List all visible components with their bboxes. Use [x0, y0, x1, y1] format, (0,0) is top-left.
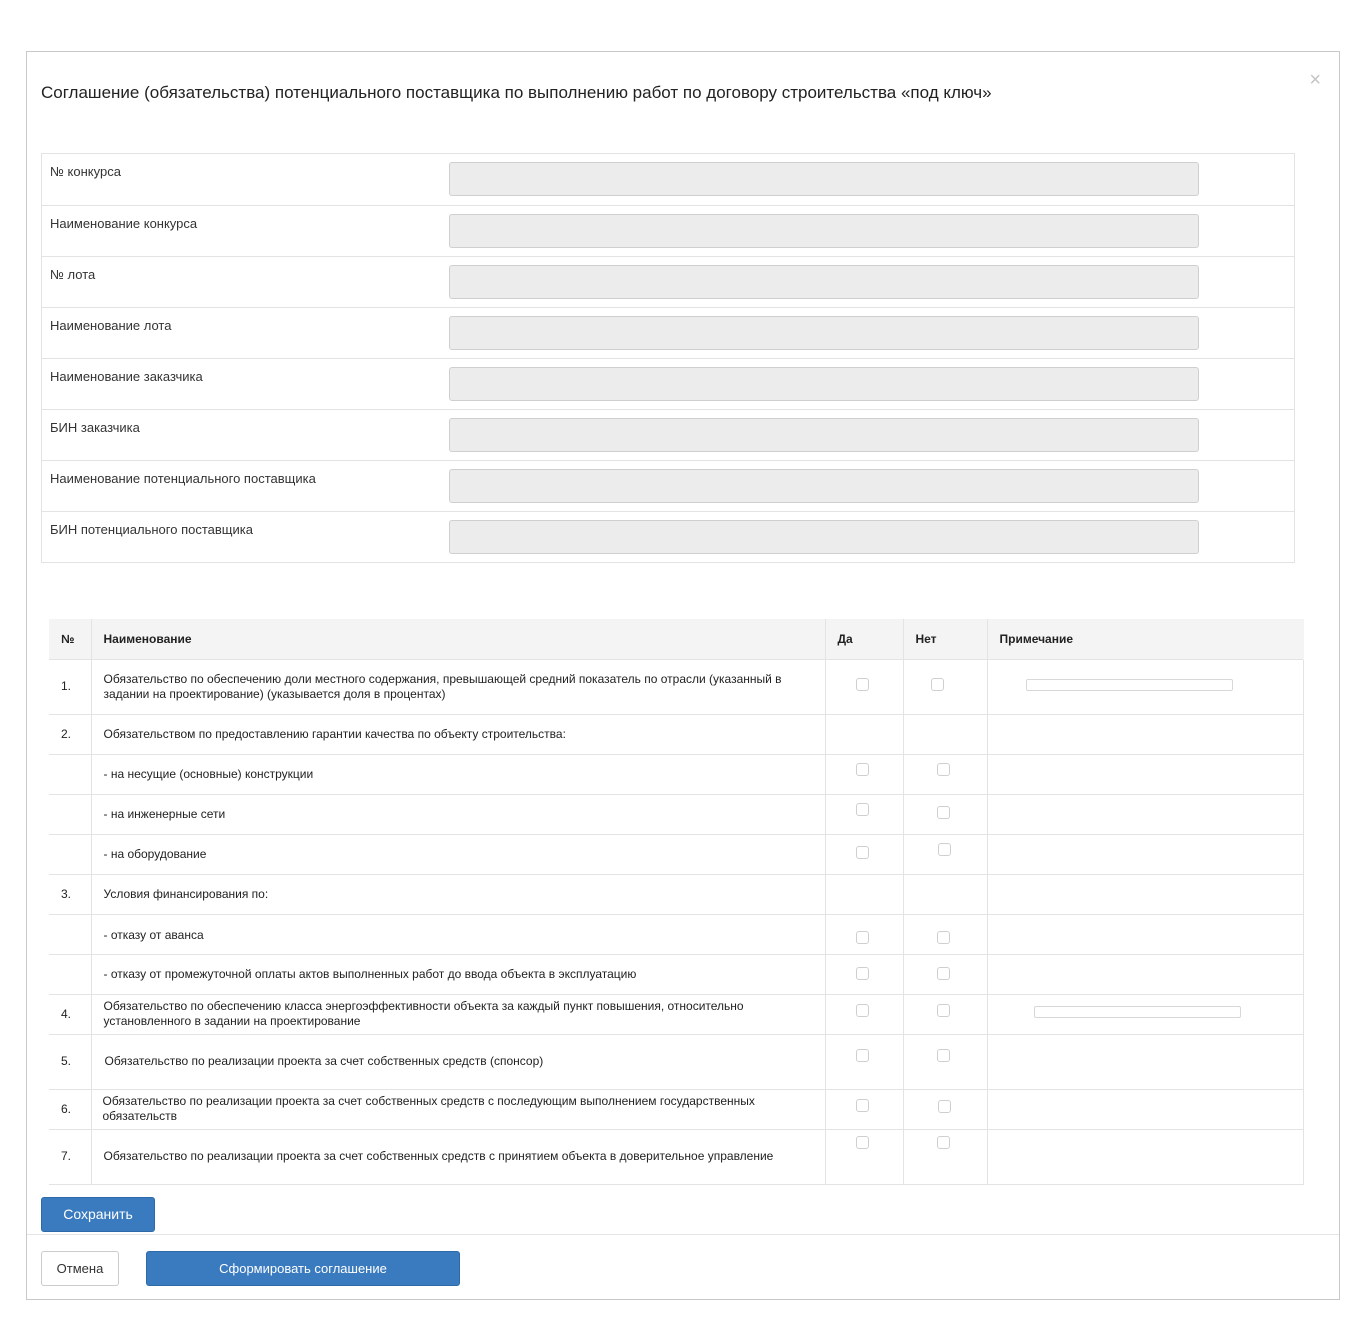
no-checkbox[interactable] — [931, 678, 944, 691]
table-row — [49, 954, 1303, 994]
supplier-name-field — [449, 469, 1199, 503]
note-input[interactable] — [1034, 1006, 1241, 1018]
table-row — [49, 714, 1303, 754]
yes-checkbox[interactable] — [856, 1136, 869, 1149]
info-row-customer-name — [42, 358, 1294, 409]
header-no: Нет — [903, 619, 987, 659]
close-icon[interactable]: × — [1309, 69, 1321, 91]
header-num: № — [49, 619, 91, 659]
contest-name-field — [449, 214, 1199, 248]
row-name: Обязательством по предоставлению гарантии качества по объекту строительства: — [91, 714, 825, 754]
yes-checkbox[interactable] — [856, 1099, 869, 1112]
row-name: Обязательство по реализации проекта за счет собственных средств с последующим выполнением государственных обязательств — [91, 1089, 825, 1129]
table-row — [49, 994, 1303, 1034]
row-num — [49, 834, 91, 874]
customer-name-field — [449, 367, 1199, 401]
info-fields-table — [41, 153, 1295, 563]
no-checkbox[interactable] — [938, 843, 951, 856]
table-row — [49, 1129, 1303, 1184]
table-row — [49, 1034, 1303, 1089]
row-name: Обязательство по реализации проекта за счет собственных средств (спонсор) — [91, 1034, 825, 1089]
row-num: 5. — [49, 1034, 91, 1089]
row-name: Обязательство по обеспечению доли местного содержания, превышающей средний показатель по отрасли (указанный в задании на проектирование) (указывается доля в процентах) — [91, 659, 825, 714]
yes-checkbox[interactable] — [856, 846, 869, 859]
header-name: Наименование — [91, 619, 825, 659]
row-num: 6. — [49, 1089, 91, 1129]
row-name: - на инженерные сети — [91, 794, 825, 834]
no-checkbox[interactable] — [937, 1136, 950, 1149]
no-checkbox[interactable] — [937, 967, 950, 980]
info-row-contest-name — [42, 205, 1294, 256]
yes-checkbox[interactable] — [856, 1049, 869, 1062]
table-row — [49, 794, 1303, 834]
yes-checkbox[interactable] — [856, 803, 869, 816]
row-name: Условия финансирования по: — [91, 874, 825, 914]
info-row-contest-number — [42, 154, 1294, 205]
row-num: 1. — [49, 659, 91, 714]
row-num — [49, 794, 91, 834]
row-name: - на несущие (основные) конструкции — [91, 754, 825, 794]
lot-number-field — [449, 265, 1199, 299]
row-name: - отказу от промежуточной оплаты актов выполненных работ до ввода объекта в эксплуатацию — [91, 954, 825, 994]
info-row-lot-number — [42, 256, 1294, 307]
contest-number-field — [449, 162, 1199, 196]
row-num — [49, 914, 91, 954]
info-row-supplier-bin — [42, 511, 1294, 562]
yes-checkbox[interactable] — [856, 1004, 869, 1017]
no-checkbox[interactable] — [937, 763, 950, 776]
table-row — [49, 659, 1303, 714]
yes-checkbox[interactable] — [856, 763, 869, 776]
obligations-table — [49, 619, 1304, 1185]
no-checkbox[interactable] — [937, 1049, 950, 1062]
lot-name-label: Наименование лота — [50, 318, 172, 333]
footer-divider — [27, 1234, 1339, 1235]
row-num — [49, 754, 91, 794]
no-checkbox[interactable] — [937, 1004, 950, 1017]
row-num: 7. — [49, 1129, 91, 1184]
no-checkbox[interactable] — [937, 806, 950, 819]
contest-number-label: № конкурса — [50, 164, 121, 179]
row-num: 4. — [49, 994, 91, 1034]
row-name: - отказу от аванса — [91, 914, 825, 954]
supplier-name-label: Наименование потенциального поставщика — [50, 471, 316, 486]
table-row — [49, 914, 1303, 954]
info-row-lot-name — [42, 307, 1294, 358]
table-row — [49, 1089, 1303, 1129]
lot-name-field — [449, 316, 1199, 350]
table-header-row — [49, 619, 1303, 659]
table-row — [49, 874, 1303, 914]
customer-name-label: Наименование заказчика — [50, 369, 203, 384]
lot-number-label: № лота — [50, 267, 96, 282]
customer-bin-label: БИН заказчика — [50, 420, 140, 435]
generate-agreement-button[interactable]: Сформировать соглашение — [146, 1251, 460, 1286]
table-row — [49, 754, 1303, 794]
modal-title: Соглашение (обязательства) потенциального поставщика по выполнению работ по договору строительства «под ключ» — [41, 83, 992, 102]
row-num: 3. — [49, 874, 91, 914]
cancel-button[interactable]: Отмена — [41, 1251, 119, 1286]
save-button[interactable]: Сохранить — [41, 1197, 155, 1232]
note-input[interactable] — [1026, 679, 1233, 691]
supplier-bin-field — [449, 520, 1199, 554]
info-row-supplier-name — [42, 460, 1294, 511]
row-num — [49, 954, 91, 994]
header-note: Примечание — [987, 619, 1303, 659]
customer-bin-field — [449, 418, 1199, 452]
supplier-bin-label: БИН потенциального поставщика — [50, 522, 253, 537]
yes-checkbox[interactable] — [856, 967, 869, 980]
row-name: Обязательство по обеспечению класса энергоэффективности объекта за каждый пункт повышения, относительно установленного в задании на проектирование — [91, 994, 825, 1034]
info-row-customer-bin — [42, 409, 1294, 460]
no-checkbox[interactable] — [938, 1100, 951, 1113]
row-num: 2. — [49, 714, 91, 754]
table-row — [49, 834, 1303, 874]
row-name: Обязательство по реализации проекта за счет собственных средств с принятием объекта в доверительное управление — [91, 1129, 825, 1184]
row-name: - на оборудование — [91, 834, 825, 874]
no-checkbox[interactable] — [937, 931, 950, 944]
yes-checkbox[interactable] — [856, 678, 869, 691]
contest-name-label: Наименование конкурса — [50, 216, 198, 231]
header-yes: Да — [825, 619, 903, 659]
agreement-modal — [26, 51, 1340, 1300]
yes-checkbox[interactable] — [856, 931, 869, 944]
